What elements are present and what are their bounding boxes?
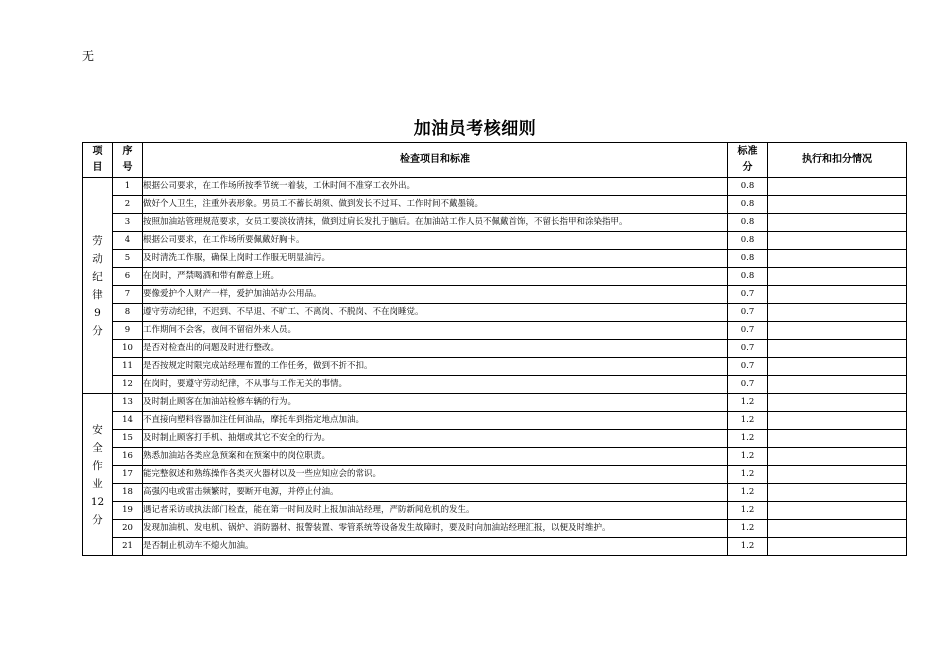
table-row	[83, 520, 907, 538]
row-number: 14	[113, 412, 143, 430]
category-cell: 劳 动 纪 律 9 分	[83, 178, 113, 394]
row-score: 1.2	[728, 520, 768, 538]
row-description: 及时清洗工作服，确保上岗时工作服无明显油污。	[143, 250, 728, 268]
row-score: 0.8	[728, 196, 768, 214]
row-number: 1	[113, 178, 143, 196]
assessment-table	[82, 142, 907, 556]
row-description: 按照加油站管理规范要求，女员工要淡妆清抹，做到过肩长发扎于脑后。在加油站工作人员不佩戴首饰，不留长指甲和涂染指甲。	[143, 214, 728, 232]
row-number: 20	[113, 520, 143, 538]
table-header-row	[83, 143, 907, 178]
row-description: 在岗时，严禁喝酒和带有醉意上班。	[143, 268, 728, 286]
row-score: 0.7	[728, 358, 768, 376]
row-score: 1.2	[728, 538, 768, 556]
row-score: 0.8	[728, 250, 768, 268]
row-result	[768, 178, 907, 196]
row-description: 不直接向塑料容器加注任何油品，摩托车到指定地点加油。	[143, 412, 728, 430]
row-result	[768, 196, 907, 214]
row-number: 21	[113, 538, 143, 556]
row-score: 0.7	[728, 340, 768, 358]
row-number: 8	[113, 304, 143, 322]
row-number: 7	[113, 286, 143, 304]
table-row	[83, 304, 907, 322]
row-description: 高强闪电或雷击频繁时，要断开电源，并停止付油。	[143, 484, 728, 502]
row-result	[768, 394, 907, 412]
row-number: 18	[113, 484, 143, 502]
row-number: 19	[113, 502, 143, 520]
header-item: 检查项目和标准	[143, 143, 728, 178]
row-number: 16	[113, 448, 143, 466]
table-row	[83, 484, 907, 502]
row-result	[768, 214, 907, 232]
row-number: 15	[113, 430, 143, 448]
row-result	[768, 520, 907, 538]
row-number: 17	[113, 466, 143, 484]
table-row	[83, 322, 907, 340]
row-score: 0.7	[728, 286, 768, 304]
row-result	[768, 538, 907, 556]
table-row	[83, 448, 907, 466]
row-number: 3	[113, 214, 143, 232]
table-row	[83, 232, 907, 250]
row-description: 根据公司要求，在工作场所按季节统一着装，工休时间不准穿工衣外出。	[143, 178, 728, 196]
row-result	[768, 250, 907, 268]
table-row	[83, 340, 907, 358]
page-title: 加油员考核细则	[413, 119, 537, 139]
row-description: 在岗时，要遵守劳动纪律，不从事与工作无关的事情。	[143, 376, 728, 394]
row-number: 5	[113, 250, 143, 268]
row-result	[768, 232, 907, 250]
header-score: 标准 分	[728, 143, 768, 178]
row-score: 0.7	[728, 322, 768, 340]
table-row	[83, 538, 907, 556]
row-description: 及时制止顾客在加油站检修车辆的行为。	[143, 394, 728, 412]
row-description: 能完整叙述和熟练操作各类灭火器材以及一些应知应会的常识。	[143, 466, 728, 484]
row-score: 0.7	[728, 376, 768, 394]
row-result	[768, 304, 907, 322]
row-number: 10	[113, 340, 143, 358]
table-row	[83, 502, 907, 520]
row-result	[768, 484, 907, 502]
row-score: 0.8	[728, 178, 768, 196]
table-row	[83, 196, 907, 214]
header-category: 项 目	[83, 143, 113, 178]
row-score: 1.2	[728, 484, 768, 502]
row-description: 根据公司要求，在工作场所要佩戴好胸卡。	[143, 232, 728, 250]
row-number: 11	[113, 358, 143, 376]
row-description: 及时制止顾客打手机、抽烟或其它不安全的行为。	[143, 430, 728, 448]
row-number: 4	[113, 232, 143, 250]
row-description: 遇记者采访或执法部门检查，能在第一时间及时上报加油站经理，严防新闻危机的发生。	[143, 502, 728, 520]
table-row	[83, 286, 907, 304]
header-result: 执行和扣分情况	[768, 143, 907, 178]
row-description: 是否按规定时限完成站经理布置的工作任务，做到不折不扣。	[143, 358, 728, 376]
row-result	[768, 286, 907, 304]
header-index: 序 号	[113, 143, 143, 178]
table-row	[83, 250, 907, 268]
row-description: 是否制止机动车不熄火加油。	[143, 538, 728, 556]
row-number: 13	[113, 394, 143, 412]
row-description: 发现加油机、发电机、锅炉、消防器材、报警装置、零管系统等设备发生故障时，要及时向加油站经理汇报，以便及时维护。	[143, 520, 728, 538]
table-row	[83, 178, 907, 196]
row-score: 0.8	[728, 268, 768, 286]
row-number: 9	[113, 322, 143, 340]
row-number: 12	[113, 376, 143, 394]
row-number: 6	[113, 268, 143, 286]
row-result	[768, 502, 907, 520]
table-row	[83, 358, 907, 376]
row-result	[768, 430, 907, 448]
row-result	[768, 268, 907, 286]
table-row	[83, 376, 907, 394]
row-score: 1.2	[728, 448, 768, 466]
row-score: 1.2	[728, 502, 768, 520]
row-score: 1.2	[728, 466, 768, 484]
table-row	[83, 430, 907, 448]
row-result	[768, 358, 907, 376]
row-result	[768, 412, 907, 430]
table-row	[83, 268, 907, 286]
row-score: 1.2	[728, 430, 768, 448]
row-description: 熟悉加油站各类应急预案和在预案中的岗位职责。	[143, 448, 728, 466]
table-row	[83, 412, 907, 430]
row-description: 工作期间不会客，夜间不留宿外来人员。	[143, 322, 728, 340]
row-score: 1.2	[728, 412, 768, 430]
table-row	[83, 466, 907, 484]
table-row	[83, 394, 907, 412]
table-row	[83, 214, 907, 232]
row-result	[768, 340, 907, 358]
row-description: 是否对检查出的问题及时进行整改。	[143, 340, 728, 358]
row-number: 2	[113, 196, 143, 214]
row-score: 1.2	[728, 394, 768, 412]
row-result	[768, 376, 907, 394]
row-description: 要像爱护个人财产一样，爱护加油站办公用品。	[143, 286, 728, 304]
row-score: 0.8	[728, 214, 768, 232]
row-result	[768, 466, 907, 484]
row-score: 0.8	[728, 232, 768, 250]
row-score: 0.7	[728, 304, 768, 322]
category-cell: 安 全 作 业 12 分	[83, 394, 113, 556]
header-note: 无	[82, 49, 95, 63]
row-description: 做好个人卫生，注重外表形象。男员工不蓄长胡须、做到发长不过耳、工作时间不戴墨镜。	[143, 196, 728, 214]
table-body	[83, 178, 907, 556]
row-result	[768, 448, 907, 466]
row-result	[768, 322, 907, 340]
row-description: 遵守劳动纪律，不迟到、不早退、不旷工、不离岗、不脱岗、不在岗睡觉。	[143, 304, 728, 322]
